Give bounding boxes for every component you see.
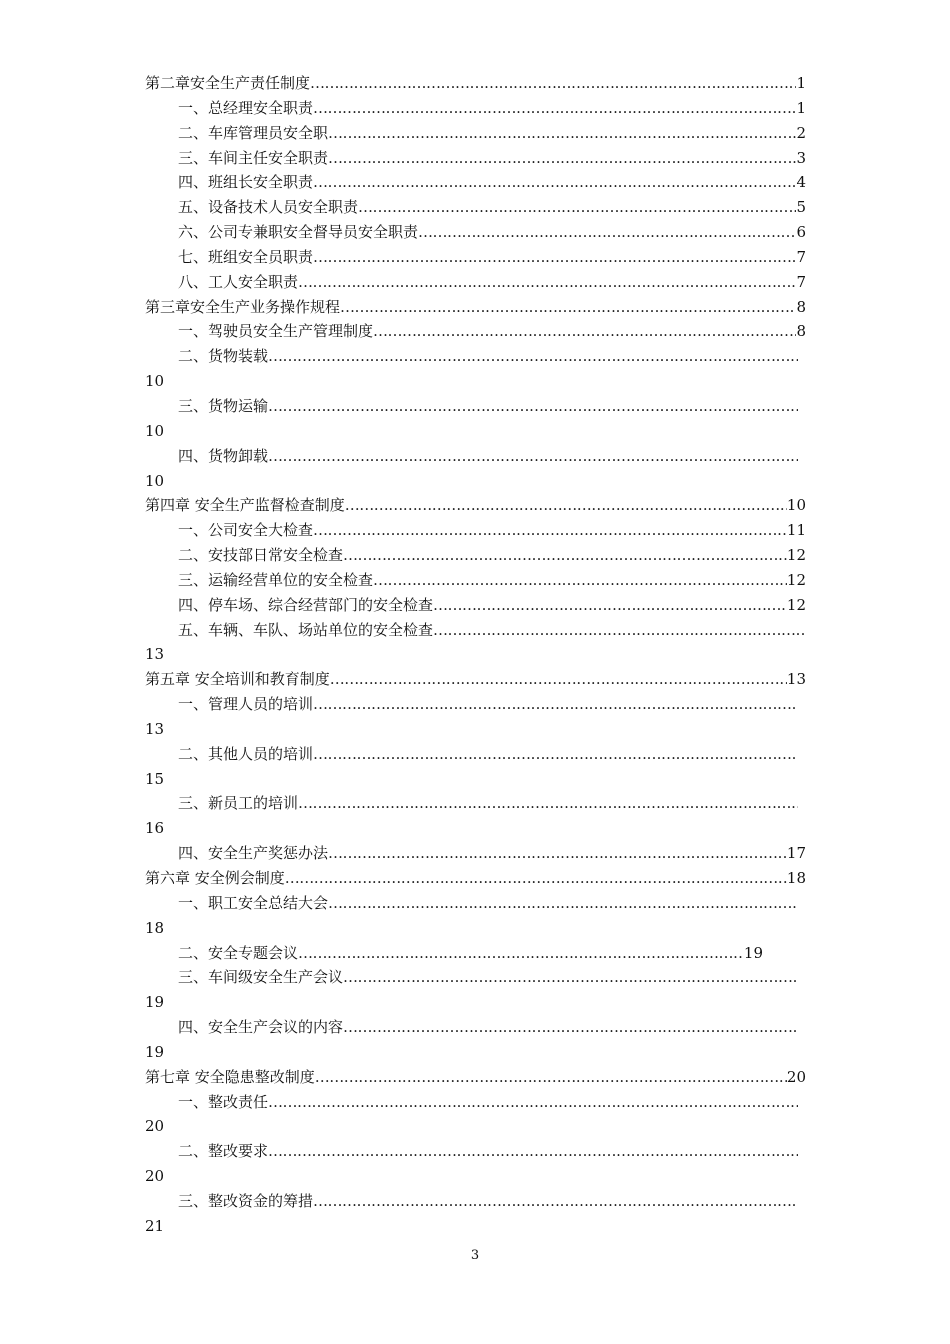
toc-chapter-row (0, 1065, 950, 1090)
toc-entry-title: 第五章 安全培训和教育制度 (145, 670, 330, 689)
toc-entry-title: 五、设备技术人员安全职责 (178, 198, 359, 217)
toc-entry-title: 三、货物运输 (178, 396, 269, 415)
toc-entry-title: 一、总经理安全职责 (178, 98, 314, 117)
toc-section-row (0, 543, 950, 568)
toc-section-row (0, 1139, 950, 1164)
toc-section-row (0, 568, 950, 593)
toc-chapter-row (0, 493, 950, 518)
toc-dot-leader (373, 319, 796, 344)
toc-page-number: 6 (796, 223, 806, 242)
toc-dot-leader (310, 71, 796, 96)
toc-dot-leader (313, 742, 798, 767)
toc-page-number: 20 (145, 1117, 165, 1136)
toc-dot-leader (345, 493, 787, 518)
toc-entry-title: 四、停车场、综合经营部门的安全检查 (178, 595, 434, 614)
toc-page-number: 19 (145, 1042, 165, 1061)
toc-page-number: 17 (786, 844, 806, 863)
toc-chapter-row (0, 866, 950, 891)
toc-page-continuation (0, 1214, 950, 1239)
toc-section-row (0, 220, 950, 245)
toc-dot-leader (268, 1090, 798, 1115)
toc-page-continuation (0, 816, 950, 841)
toc-page-number: 18 (145, 918, 165, 937)
toc-page-number: 21 (145, 1216, 165, 1235)
toc-entry-title: 一、整改责任 (178, 1092, 269, 1111)
toc-page-number: 13 (786, 670, 806, 689)
toc-page-number: 10 (145, 421, 165, 440)
toc-page-number: 12 (786, 570, 806, 589)
toc-entry-title: 二、整改要求 (178, 1142, 269, 1161)
page-number: 3 (470, 1248, 480, 1263)
toc-entry-title: 二、安技部日常安全检查 (178, 546, 344, 565)
toc-page-number: 10 (145, 372, 165, 391)
toc-dot-leader (418, 220, 796, 245)
toc-page-number: 8 (796, 297, 806, 316)
toc-page-number: 3 (796, 148, 806, 167)
toc-entry-title: 一、职工安全总结大会 (178, 893, 329, 912)
toc-chapter-row (0, 71, 950, 96)
toc-section-row (0, 96, 950, 121)
toc-section-row (0, 270, 950, 295)
toc-dot-leader (298, 941, 744, 966)
toc-section-row (0, 394, 950, 419)
toc-dot-leader (313, 692, 798, 717)
toc-dot-leader (340, 295, 796, 320)
toc-section-row (0, 965, 950, 990)
toc-entry-title: 三、车间级安全生产会议 (178, 968, 344, 987)
toc-entry-title: 三、整改资金的筹措 (178, 1191, 314, 1210)
toc-page-number: 11 (786, 521, 806, 540)
toc-dot-leader (328, 891, 798, 916)
toc-page-number: 10 (145, 471, 165, 490)
toc-entry-title: 三、车间主任安全职责 (178, 148, 329, 167)
toc-dot-leader (298, 791, 798, 816)
toc-page-number: 16 (145, 819, 165, 838)
toc-dot-leader (313, 245, 796, 270)
toc-dot-leader (313, 96, 796, 121)
toc-section-row (0, 618, 950, 643)
toc-dot-leader (343, 543, 787, 568)
toc-page-continuation (0, 767, 950, 792)
toc-page-continuation (0, 469, 950, 494)
toc-entry-title: 四、安全生产会议的内容 (178, 1018, 344, 1037)
toc-page-number: 20 (145, 1167, 165, 1186)
toc-entry-title: 二、货物装载 (178, 347, 269, 366)
toc-page-number: 1 (796, 74, 806, 92)
toc-section-row (0, 146, 950, 171)
toc-page-continuation (0, 642, 950, 667)
toc-entry-title: 五、车辆、车队、场站单位的安全检查 (178, 620, 434, 639)
toc-page-number: 18 (786, 869, 806, 887)
toc-entry-title: 四、班组长安全职责 (178, 173, 314, 192)
toc-dot-leader (313, 170, 796, 195)
toc-entry-title: 七、班组安全员职责 (178, 247, 314, 266)
toc-entry-title: 一、公司安全大检查 (178, 521, 314, 540)
toc-chapter-row (0, 295, 950, 320)
toc-dot-leader (343, 1015, 798, 1040)
toc-entry-title: 第三章安全生产业务操作规程 (145, 297, 341, 316)
toc-chapter-row (0, 667, 950, 692)
toc-page-continuation (0, 1164, 950, 1189)
toc-section-row (0, 444, 950, 469)
toc-section-row (0, 121, 950, 146)
toc-dot-leader (373, 568, 787, 593)
toc-dot-leader (315, 1065, 787, 1090)
toc-section-row (0, 1015, 950, 1040)
toc-section-row (0, 593, 950, 618)
toc-page-number: 15 (145, 769, 165, 788)
toc-entry-title: 六、公司专兼职安全督导员安全职责 (178, 223, 419, 242)
toc-dot-leader (298, 270, 796, 295)
toc-section-row (0, 742, 950, 767)
toc-entry-title: 八、工人安全职责 (178, 272, 299, 291)
toc-dot-leader (330, 667, 787, 692)
toc-page-number: 4 (796, 173, 806, 192)
toc-dot-leader (313, 1189, 798, 1214)
toc-page-continuation (0, 717, 950, 742)
toc-entry-title: 二、车库管理员安全职 (178, 123, 329, 142)
toc-page-number: 7 (796, 247, 806, 266)
toc-dot-leader (268, 1139, 798, 1164)
table-of-contents (0, 71, 950, 1239)
toc-dot-leader (343, 965, 798, 990)
toc-dot-leader (328, 146, 796, 171)
toc-page-number: 12 (786, 595, 806, 614)
toc-dot-leader (268, 394, 798, 419)
toc-page-number: 12 (786, 546, 806, 565)
toc-dot-leader (313, 518, 787, 543)
toc-page-number: 20 (786, 1067, 806, 1086)
toc-dot-leader (358, 195, 796, 220)
toc-entry-title: 第七章 安全隐患整改制度 (145, 1067, 315, 1086)
toc-section-row (0, 344, 950, 369)
toc-page-number: 2 (796, 123, 806, 142)
toc-section-row (0, 195, 950, 220)
toc-dot-leader (328, 121, 796, 146)
toc-section-row (0, 692, 950, 717)
toc-entry-title: 四、货物卸载 (178, 446, 269, 465)
toc-dot-leader (268, 444, 798, 469)
toc-section-row (0, 841, 950, 866)
toc-section-row (0, 791, 950, 816)
toc-entry-title: 第四章 安全生产监督检查制度 (145, 496, 345, 515)
toc-entry-title: 一、管理人员的培训 (178, 695, 314, 714)
toc-dot-leader (433, 618, 806, 643)
toc-entry-title: 二、其他人员的培训 (178, 744, 314, 763)
toc-dot-leader (268, 344, 798, 369)
toc-page-continuation (0, 990, 950, 1015)
toc-section-row (0, 1189, 950, 1214)
toc-section-row (0, 245, 950, 270)
toc-entry-title: 第六章 安全例会制度 (145, 869, 285, 887)
toc-page-continuation (0, 916, 950, 941)
toc-page-continuation (0, 419, 950, 444)
toc-entry-title: 三、新员工的培训 (178, 794, 299, 813)
toc-section-row (0, 891, 950, 916)
toc-section-row (0, 319, 950, 344)
toc-entry-title: 二、安全专题会议 (178, 943, 299, 962)
toc-entry-title: 三、运输经营单位的安全检查 (178, 570, 374, 589)
toc-page-continuation (0, 1040, 950, 1065)
toc-page-number: 13 (145, 645, 165, 664)
toc-section-row (0, 170, 950, 195)
toc-page-number: 7 (796, 272, 806, 291)
toc-page-continuation (0, 1114, 950, 1139)
toc-section-row (0, 941, 950, 966)
toc-entry-title: 四、安全生产奖惩办法 (178, 844, 329, 863)
toc-page-number: 5 (796, 198, 806, 217)
toc-entry-title: 一、驾驶员安全生产管理制度 (178, 322, 374, 341)
toc-entry-title: 第二章安全生产责任制度 (145, 74, 311, 92)
toc-page-number: 19 (145, 993, 165, 1012)
toc-section-row (0, 518, 950, 543)
toc-page-number: 8 (796, 322, 806, 341)
toc-page-number: 13 (145, 719, 165, 738)
toc-dot-leader (328, 841, 787, 866)
toc-dot-leader (285, 866, 787, 891)
toc-page-number: 10 (786, 496, 806, 515)
toc-page-number: 19 (743, 943, 763, 962)
toc-page-continuation (0, 369, 950, 394)
toc-dot-leader (433, 593, 787, 618)
toc-section-row (0, 1090, 950, 1115)
toc-page-number: 1 (796, 98, 806, 117)
